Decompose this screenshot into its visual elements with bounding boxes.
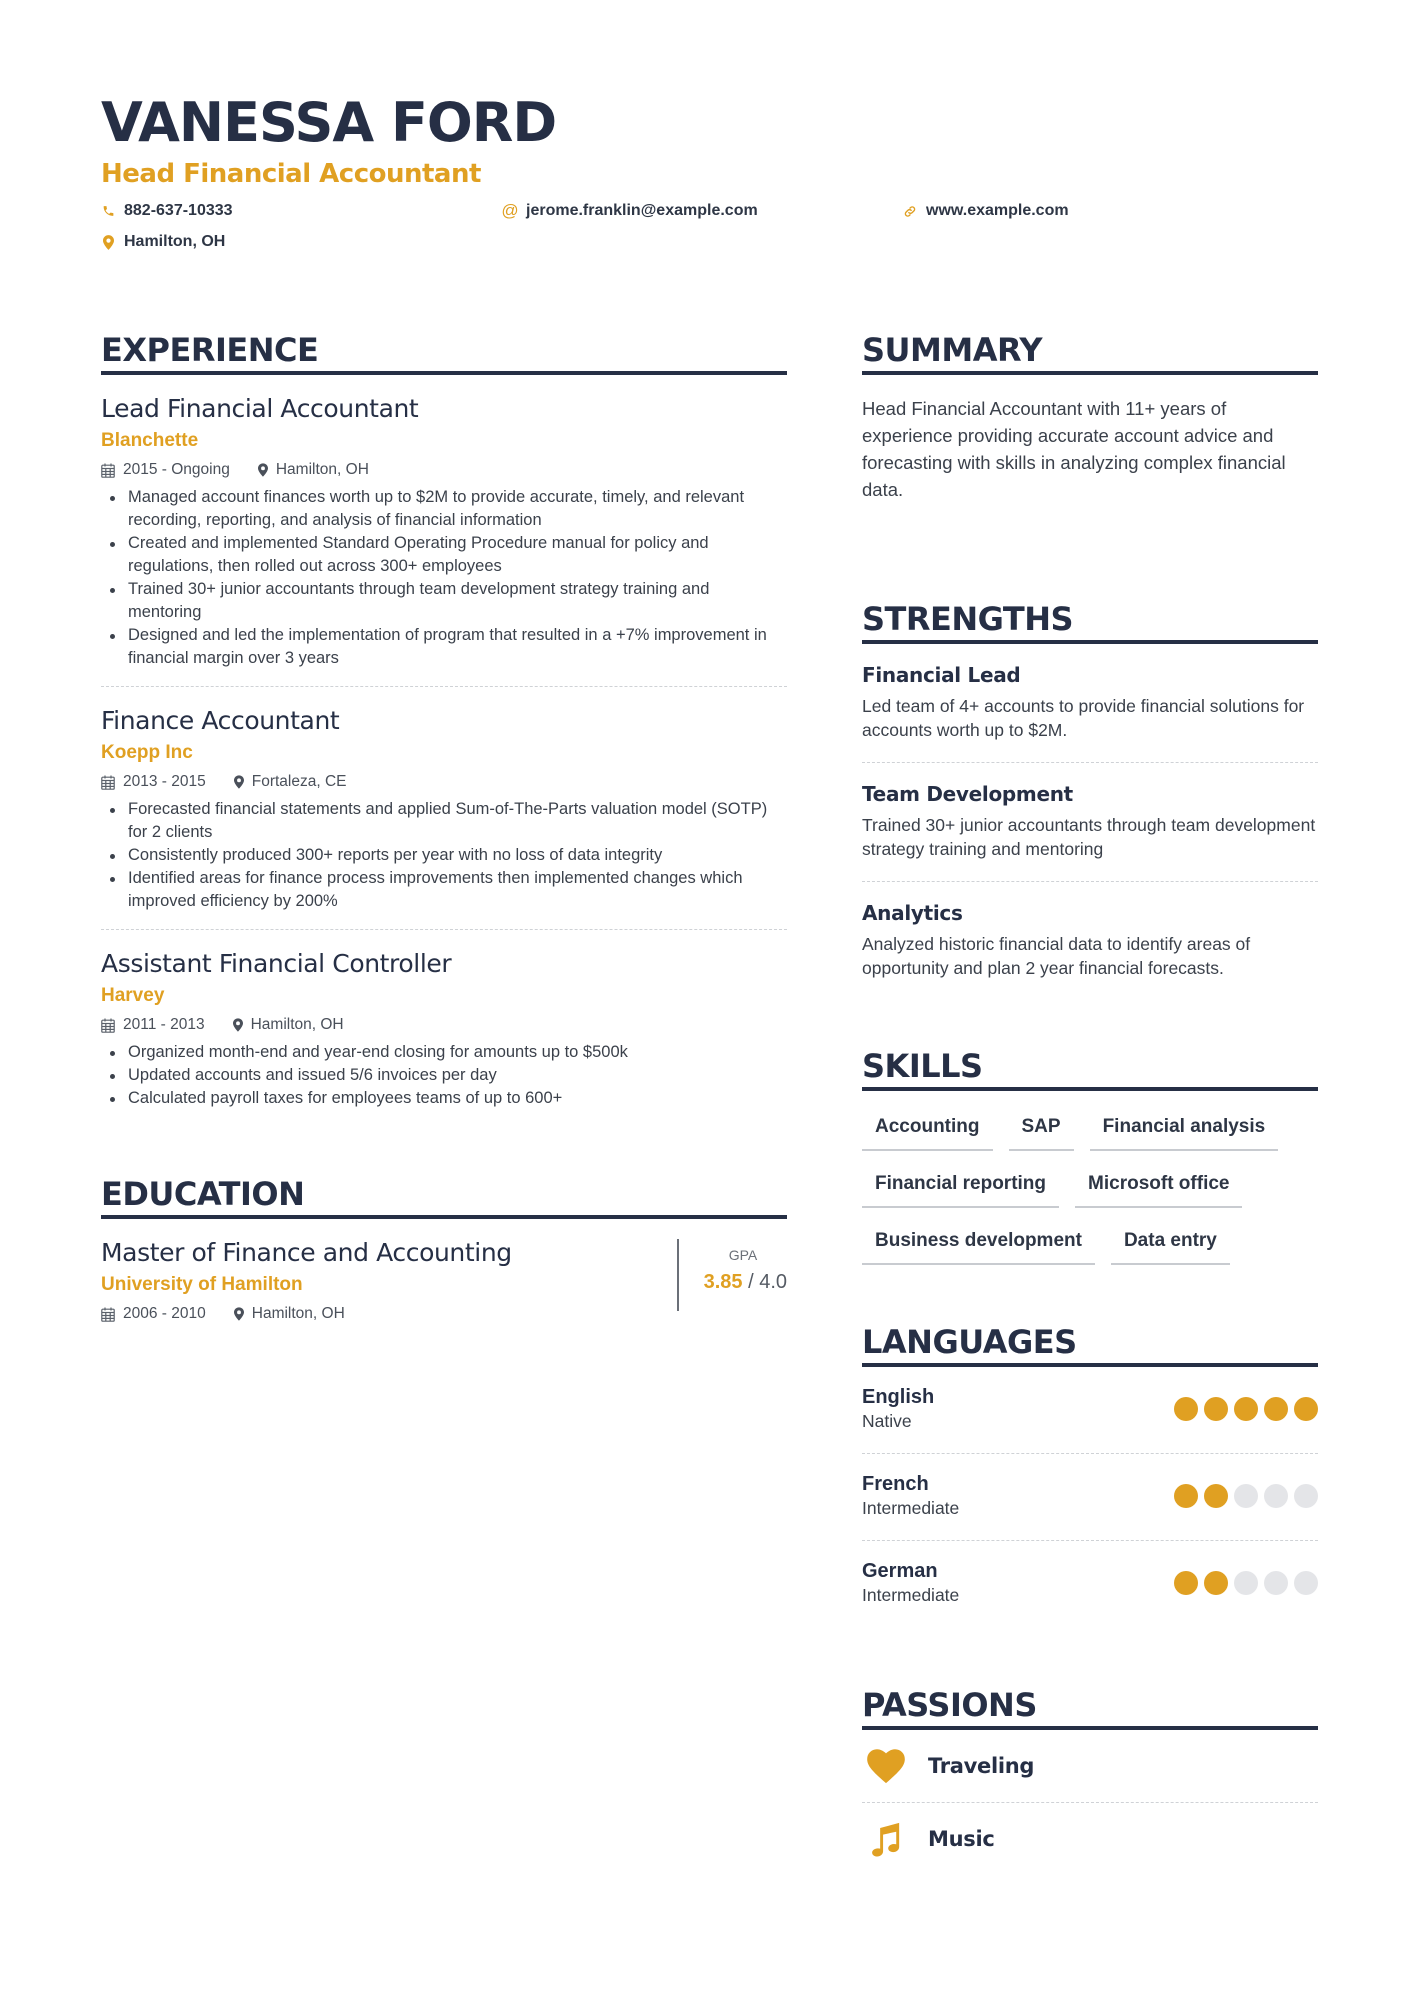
- map-pin-icon: [234, 775, 244, 789]
- email-link[interactable]: jerome.franklin@example.com: [526, 202, 758, 219]
- candidate-name: VANESSA FORD: [101, 91, 557, 154]
- map-pin-icon: [258, 463, 268, 477]
- passion-item: [862, 1730, 1318, 1803]
- skill-tag: Accounting: [862, 1111, 993, 1151]
- gpa-label: GPA: [728, 1247, 758, 1263]
- education-entry: [101, 1219, 787, 1324]
- strengths-section: [862, 599, 1318, 1000]
- section-title-strengths: STRENGTHS: [862, 600, 1074, 638]
- candidate-title: Head Financial Accountant: [101, 159, 481, 189]
- skill-tag: Microsoft office: [1075, 1168, 1242, 1208]
- job-bullet: Designed and led the implementation of program that resulted in a +7% improvement in financial margin over 3 years: [101, 624, 787, 670]
- language-item: [862, 1367, 1318, 1454]
- rating-dot-empty: [1234, 1484, 1258, 1508]
- company-name: Harvey: [101, 985, 165, 1006]
- school-name: University of Hamilton: [101, 1274, 303, 1295]
- map-pin-icon: [101, 234, 115, 250]
- rating-dot-filled: [1264, 1397, 1288, 1421]
- section-title-experience: EXPERIENCE: [101, 331, 319, 369]
- section-title-education: EDUCATION: [101, 1175, 305, 1213]
- strength-title: Financial Lead: [862, 663, 1021, 687]
- contact-website[interactable]: [903, 202, 1069, 220]
- degree-title: Master of Finance and Accounting: [101, 1238, 512, 1267]
- left-column: [101, 330, 787, 1324]
- job-bullet: Created and implemented Standard Operating Procedure manual for policy and regulations, then rolled out across 300+ employees: [101, 532, 787, 578]
- company-name: Koepp Inc: [101, 742, 193, 763]
- job-title: Finance Accountant: [101, 706, 340, 735]
- right-column: [862, 330, 1318, 1875]
- rating-dot-filled: [1204, 1484, 1228, 1508]
- language-level: Native: [862, 1411, 912, 1431]
- company-name: Blanchette: [101, 430, 199, 451]
- job-location: Fortaleza, CE: [251, 773, 347, 790]
- job-dates: 2015 - Ongoing: [123, 461, 230, 478]
- section-divider: [862, 1087, 1318, 1091]
- languages-section: [862, 1322, 1318, 1627]
- strength-title: Analytics: [862, 901, 963, 925]
- strength-description: Led team of 4+ accounts to provide financial solutions for accounts worth up to $2M.: [862, 696, 1305, 740]
- strength-description: Analyzed historic financial data to identify areas of opportunity and plan 2 year financial forecasts.: [862, 934, 1251, 978]
- calendar-icon: [101, 1307, 115, 1322]
- gpa-value: 3.85: [703, 1271, 743, 1293]
- language-rating: [1168, 1484, 1318, 1508]
- language-rating: [1168, 1397, 1318, 1421]
- summary-section: [862, 330, 1318, 503]
- job-bullet: Managed account finances worth up to $2M to provide accurate, timely, and relevant recording, reporting, and analysis of financial information: [101, 486, 787, 532]
- gpa-max: / 4.0: [748, 1271, 787, 1293]
- resume-header: [101, 92, 1321, 264]
- link-icon: [903, 203, 917, 219]
- passions-section: [862, 1685, 1318, 1875]
- calendar-icon: [101, 775, 115, 790]
- section-title-passions: PASSIONS: [862, 1686, 1037, 1724]
- rating-dot-empty: [1234, 1571, 1258, 1595]
- map-pin-icon: [234, 1307, 244, 1321]
- job-title: Lead Financial Accountant: [101, 394, 419, 423]
- job-bullets: [101, 1041, 787, 1110]
- skill-tag: Financial analysis: [1090, 1111, 1279, 1151]
- job-bullet: Forecasted financial statements and applied Sum-of-The-Parts valuation model (SOTP) for 2 clients: [101, 798, 787, 844]
- skills-section: [862, 1046, 1318, 1282]
- rating-dot-empty: [1294, 1571, 1318, 1595]
- job-bullet: Trained 30+ junior accountants through team development strategy training and mentoring: [101, 578, 787, 624]
- contact-info: [101, 202, 1321, 264]
- job-bullet: Organized month-end and year-end closing for amounts up to $500k: [101, 1041, 787, 1064]
- rating-dot-filled: [1174, 1571, 1198, 1595]
- language-name: French: [862, 1473, 929, 1495]
- job-bullet: Updated accounts and issued 5/6 invoices per day: [101, 1064, 787, 1087]
- calendar-icon: [101, 463, 115, 478]
- skills-list: [862, 1111, 1318, 1282]
- job-title: Assistant Financial Controller: [101, 949, 452, 978]
- job-bullet: Calculated payroll taxes for employees teams of up to 600+: [101, 1087, 787, 1110]
- strength-item: [862, 882, 1318, 1000]
- strength-description: Trained 30+ junior accountants through team development strategy training and mentoring: [862, 815, 1316, 859]
- phone-number: 882-637-10333: [124, 202, 233, 219]
- job-meta: [101, 1015, 787, 1035]
- rating-dot-filled: [1174, 1484, 1198, 1508]
- music-note-icon: [866, 1821, 906, 1857]
- contact-location: [101, 233, 225, 251]
- skill-tag: Business development: [862, 1225, 1095, 1265]
- language-level: Intermediate: [862, 1498, 960, 1518]
- phone-icon: [101, 203, 115, 219]
- experience-entry: [101, 375, 787, 687]
- rating-dot-filled: [1204, 1571, 1228, 1595]
- contact-phone: [101, 202, 233, 220]
- job-dates: 2013 - 2015: [123, 773, 206, 790]
- job-bullet: Consistently produced 300+ reports per year with no loss of data integrity: [101, 844, 787, 867]
- experience-section: [101, 330, 787, 1126]
- language-item: [862, 1454, 1318, 1541]
- education-dates: 2006 - 2010: [123, 1305, 206, 1322]
- section-title-skills: SKILLS: [862, 1047, 983, 1085]
- website-link[interactable]: www.example.com: [926, 202, 1069, 219]
- rating-dot-filled: [1174, 1397, 1198, 1421]
- job-location: Hamilton, OH: [275, 461, 369, 478]
- job-location: Hamilton, OH: [250, 1016, 344, 1033]
- rating-dot-empty: [1264, 1484, 1288, 1508]
- strength-item: [862, 763, 1318, 882]
- education-location: Hamilton, OH: [251, 1305, 345, 1322]
- language-name: German: [862, 1560, 938, 1582]
- section-divider: [862, 371, 1318, 375]
- section-title-summary: SUMMARY: [862, 331, 1043, 369]
- passion-item: [862, 1803, 1318, 1875]
- passion-label: Music: [928, 1827, 995, 1851]
- passion-label: Traveling: [928, 1754, 1035, 1778]
- experience-entry: [101, 687, 787, 930]
- job-bullet: Identified areas for finance process improvements then implemented changes which improved efficiency by 200%: [101, 867, 787, 913]
- rating-dot-filled: [1294, 1397, 1318, 1421]
- job-bullets: [101, 798, 787, 913]
- rating-dot-empty: [1294, 1484, 1318, 1508]
- at-sign-icon: @: [501, 201, 519, 220]
- map-pin-icon: [233, 1018, 243, 1032]
- strength-title: Team Development: [862, 782, 1073, 806]
- section-title-languages: LANGUAGES: [862, 1323, 1077, 1361]
- language-name: English: [862, 1386, 935, 1408]
- language-item: [862, 1541, 1318, 1627]
- education-meta: [101, 1304, 677, 1324]
- gpa-value-line: [704, 1271, 787, 1294]
- job-meta: [101, 772, 787, 792]
- rating-dot-filled: [1204, 1397, 1228, 1421]
- language-rating: [1168, 1571, 1318, 1595]
- heart-icon: [866, 1748, 906, 1784]
- education-section: [101, 1174, 787, 1324]
- rating-dot-empty: [1264, 1571, 1288, 1595]
- job-dates: 2011 - 2013: [123, 1016, 205, 1033]
- rating-dot-filled: [1234, 1397, 1258, 1421]
- summary-text: Head Financial Accountant with 11+ years of experience providing accurate account advice and forecasting with skills in analyzing complex financial data.: [862, 398, 1286, 500]
- skill-tag: Financial reporting: [862, 1168, 1059, 1208]
- job-bullets: [101, 486, 787, 670]
- skill-tag: SAP: [1009, 1111, 1074, 1151]
- gpa-box: [677, 1239, 787, 1311]
- skill-tag: Data entry: [1111, 1225, 1230, 1265]
- calendar-icon: [101, 1018, 115, 1033]
- contact-email[interactable]: [503, 202, 758, 220]
- strength-item: [862, 644, 1318, 763]
- job-meta: [101, 460, 787, 480]
- language-level: Intermediate: [862, 1585, 960, 1605]
- location-text: Hamilton, OH: [124, 233, 226, 250]
- experience-entry: [101, 930, 787, 1126]
